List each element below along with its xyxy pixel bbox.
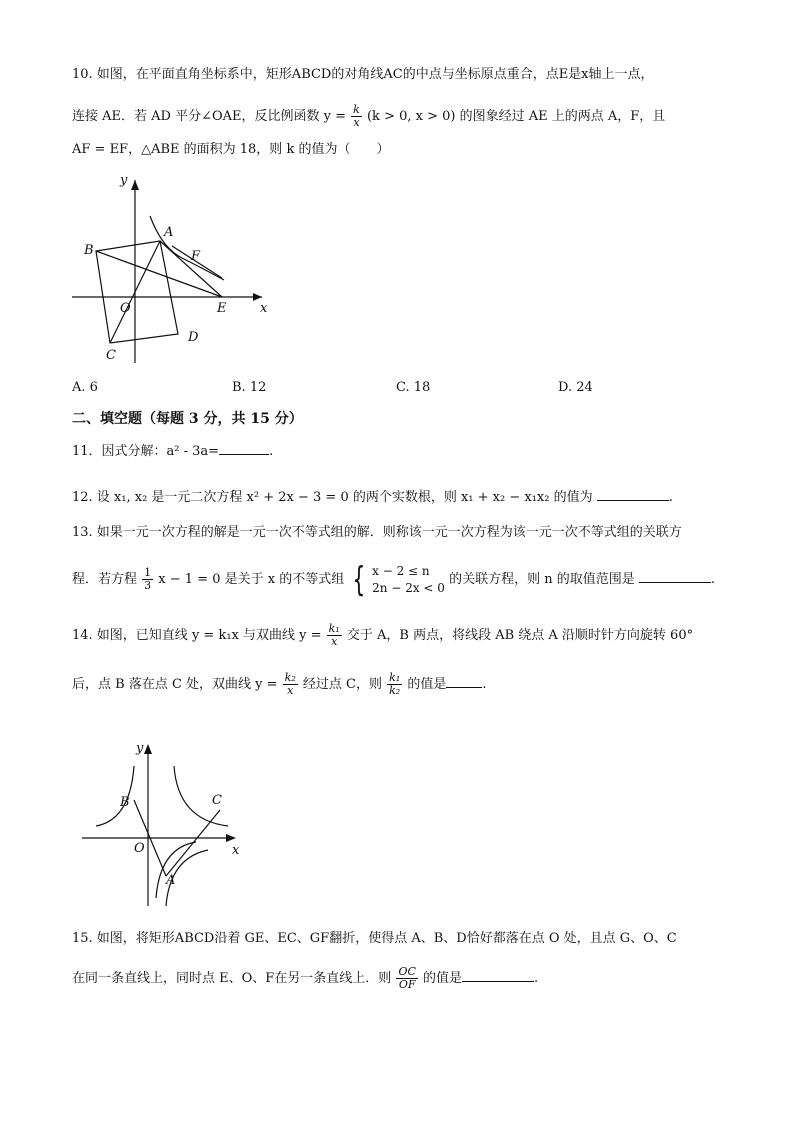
x-axis-arrow-icon [253,293,262,301]
q14-text-b: 交于 A，B 两点，将线段 AB 绕点 A 沿顺时针方向旋转 60° [346,628,694,643]
q10-fraction-den: x [353,116,360,129]
option-d[interactable]: D. 24 [558,380,593,395]
q10-line3: AF = EF，△ABE 的面积为 18，则 k 的值为（ ） [72,142,390,157]
hyperbola-branch-q4-upper [156,842,196,898]
q13-line1: 13. 如果一元一次方程的解是一元一次不等式组的解．则称该一元一次方程为该一元一次不等式组的关联方 [72,525,682,540]
q13-text-a: 程．若方程 [72,572,138,587]
q12-line [72,488,673,507]
label-d: D [188,330,199,345]
label-a: A [164,225,174,240]
q13-ineq1: x − 2 ≤ n [372,563,430,578]
label-y: y [120,173,128,188]
label-b: B [120,795,130,810]
label-a: A [166,873,176,888]
q14-fraction2-num: k₂ [284,671,296,684]
q13-ineq2: 2n − 2x < 0 [372,580,445,595]
q15-end: . [534,971,539,986]
q11-end: . [269,444,274,459]
q13-fraction-num: 1 [144,566,152,579]
label-o: O [120,301,131,316]
label-c: C [106,348,116,363]
q14-fraction1-den: x [331,635,338,648]
q12-answer-blank[interactable] [597,488,669,501]
q14-fraction1-num: k₁ [328,622,340,635]
q15-answer-blank[interactable] [462,969,534,982]
q15-fraction-den: OF [398,978,416,991]
q15-text-b: 的值是 [423,971,463,986]
q13-answer-blank[interactable] [639,570,711,583]
label-b: B [84,243,94,258]
q13-fraction-den: 3 [144,579,152,592]
label-e: E [217,301,227,316]
x-axis-arrow-icon [226,834,236,842]
q14-line2 [72,668,487,702]
q14-fraction2 [283,672,298,697]
option-c[interactable]: C. 18 [396,380,431,395]
q13-fraction [142,567,153,592]
q15-fraction [396,966,417,991]
q14-end: . [482,677,487,692]
q11-line [72,442,273,461]
q14-text-e: 的值是 [407,677,447,692]
q14-text-a: 14. 如图，已知直线 y = k₁x 与双曲线 y = [72,628,322,643]
q10-fraction [351,104,362,129]
q10-figure [72,168,282,368]
option-b[interactable]: B. 12 [232,380,267,395]
q13-text-b: x − 1 = 0 是关于 x 的不等式组 [158,572,345,587]
segment-be [96,251,222,297]
q15-line2 [72,962,538,996]
q13-end: . [710,572,715,587]
q15-text-a: 在同一条直线上，同时点 E、O、F在另一条直线上．则 [72,971,392,986]
q15-line1: 15. 如图，将矩形ABCD沿着 GE、EC、GF翻折，使得点 A、B、D恰好都落在点 O 处，且点 G、O、C [72,931,677,946]
brace-icon: { [352,559,366,600]
y-axis-arrow-icon [144,744,152,754]
q14-fraction3-den: k₂ [389,684,401,697]
q13-text-c: 的关联方程，则 n 的取值范围是 [449,572,635,587]
q14-answer-blank[interactable] [446,675,482,688]
label-x: x [232,843,240,858]
q11-text: 11．因式分解：a² - 3a= [72,444,220,459]
q13-line2 [72,560,715,600]
q14-text-c: 后，点 B 落在点 C 处，双曲线 y = [72,677,278,692]
q10-line1: 10. 如图，在平面直角坐标系中，矩形ABCD的对角线AC的中点与坐标原点重合，点E是x轴上一点， [72,67,654,82]
label-c: C [212,793,222,808]
q14-text-d: 经过点 C，则 [302,677,382,692]
label-y: y [136,741,144,756]
q12-end: . [668,490,673,505]
q10-fraction-num: k [353,103,360,116]
label-o: O [134,841,145,856]
q10-line2-text-a: 连接 AE．若 AD 平分∠OAE，反比例函数 y = [72,109,347,124]
option-a[interactable]: A. 6 [72,380,98,395]
q14-fraction3 [387,672,402,697]
label-x: x [260,301,268,316]
q13-inequality-system [372,563,445,597]
q11-answer-blank[interactable] [219,442,269,455]
q14-figure [78,738,248,908]
q10-line2 [72,104,665,129]
q14-fraction1 [327,623,342,648]
q14-fraction3-num: k₁ [389,671,401,684]
q12-text: 12. 设 x₁, x₂ 是一元二次方程 x² + 2x − 3 = 0 的两个实数根，则 x₁ + x₂ − x₁x₂ 的值为 [72,490,593,505]
q10-line2-text-b: (k > 0, x > 0) 的图象经过 AE 上的两点 A，F，且 [366,109,666,124]
rectangle-abcd [96,241,178,343]
q15-fraction-num: OC [398,965,416,978]
q14-line1 [72,622,693,650]
section-title: 二、填空题（每题 3 分，共 15 分） [72,411,303,427]
q14-fraction2-den: x [287,684,294,697]
label-f: F [191,249,201,264]
segment-ac [166,810,220,876]
y-axis-arrow-icon [131,180,139,190]
